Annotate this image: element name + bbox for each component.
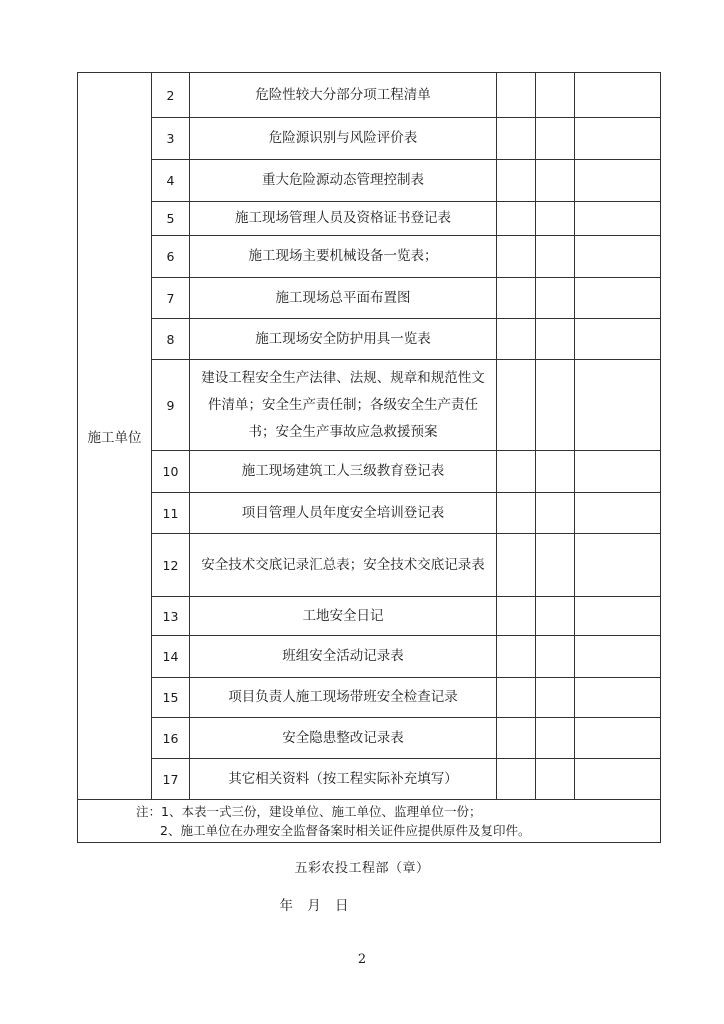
check-cell[interactable] — [497, 160, 536, 202]
check-cell[interactable] — [497, 678, 536, 718]
row-item: 项目负责人施工现场带班安全检查记录 — [190, 678, 497, 718]
note-line: 注：1、本表一式三份，建设单位、施工单位、监理单位一份； — [136, 804, 482, 819]
check-cell[interactable] — [536, 678, 575, 718]
table-row — [78, 597, 661, 636]
remark-cell[interactable] — [575, 118, 661, 160]
table-row — [78, 202, 661, 236]
check-cell[interactable] — [536, 160, 575, 202]
table-row — [78, 534, 661, 597]
row-number: 5 — [152, 202, 190, 236]
check-cell[interactable] — [497, 319, 536, 360]
table-row — [78, 160, 661, 202]
check-cell[interactable] — [536, 451, 575, 493]
table-row — [78, 451, 661, 493]
page-number: 2 — [357, 952, 367, 967]
check-cell[interactable] — [536, 202, 575, 236]
row-item: 危险源识别与风险评价表 — [190, 118, 497, 160]
check-cell[interactable] — [497, 202, 536, 236]
row-number: 9 — [152, 360, 190, 451]
row-number: 7 — [152, 278, 190, 319]
remark-cell[interactable] — [575, 636, 661, 678]
check-cell[interactable] — [536, 73, 575, 118]
check-cell[interactable] — [536, 718, 575, 759]
row-number: 2 — [152, 73, 190, 118]
row-number: 11 — [152, 493, 190, 534]
notes-cell — [78, 800, 661, 843]
table-row — [78, 493, 661, 534]
check-cell[interactable] — [536, 534, 575, 597]
check-cell[interactable] — [536, 236, 575, 278]
row-number: 17 — [152, 759, 190, 800]
table-row — [78, 73, 661, 118]
row-item: 项目管理人员年度安全培训登记表 — [190, 493, 497, 534]
check-cell[interactable] — [497, 73, 536, 118]
row-number: 14 — [152, 636, 190, 678]
row-number: 12 — [152, 534, 190, 597]
department-stamp-text: 五彩农投工程部（章） — [294, 861, 430, 876]
check-cell[interactable] — [497, 451, 536, 493]
row-item: 重大危险源动态管理控制表 — [190, 160, 497, 202]
row-number: 10 — [152, 451, 190, 493]
row-number: 8 — [152, 319, 190, 360]
check-cell[interactable] — [497, 118, 536, 160]
row-item: 安全技术交底记录汇总表；安全技术交底记录表 — [190, 534, 497, 597]
remark-cell[interactable] — [575, 360, 661, 451]
check-cell[interactable] — [497, 718, 536, 759]
remark-cell[interactable] — [575, 73, 661, 118]
note-line: 2、施工单位在办理安全监督备案时相关证件应提供原件及复印件。 — [160, 823, 531, 838]
check-cell[interactable] — [497, 278, 536, 319]
remark-cell[interactable] — [575, 160, 661, 202]
check-cell[interactable] — [497, 360, 536, 451]
document-table — [77, 72, 661, 843]
table-row — [78, 278, 661, 319]
remark-cell[interactable] — [575, 278, 661, 319]
row-item: 施工现场安全防护用具一览表 — [190, 319, 497, 360]
row-number: 6 — [152, 236, 190, 278]
table-row — [78, 118, 661, 160]
remark-cell[interactable] — [575, 202, 661, 236]
row-item: 工地安全日记 — [190, 597, 497, 636]
check-cell[interactable] — [536, 360, 575, 451]
date-line: 年 月 日 — [279, 898, 349, 914]
row-item: 班组安全活动记录表 — [190, 636, 497, 678]
check-cell[interactable] — [497, 597, 536, 636]
check-cell[interactable] — [536, 759, 575, 800]
remark-cell[interactable] — [575, 236, 661, 278]
table-row — [78, 360, 661, 451]
row-item: 施工现场管理人员及资格证书登记表 — [190, 202, 497, 236]
check-cell[interactable] — [536, 278, 575, 319]
check-cell[interactable] — [536, 636, 575, 678]
row-item: 建设工程安全生产法律、法规、规章和规范性文件清单；安全生产责任制；各级安全生产责任书；安全生产事故应急救援预案 — [190, 360, 497, 451]
table-row — [78, 636, 661, 678]
check-cell[interactable] — [497, 636, 536, 678]
check-cell[interactable] — [536, 493, 575, 534]
row-item: 安全隐患整改记录表 — [190, 718, 497, 759]
table-row — [78, 759, 661, 800]
remark-cell[interactable] — [575, 597, 661, 636]
check-cell[interactable] — [497, 759, 536, 800]
unit-label: 施工单位 — [78, 73, 152, 800]
remark-cell[interactable] — [575, 319, 661, 360]
table-row — [78, 236, 661, 278]
row-number: 4 — [152, 160, 190, 202]
table-row — [78, 319, 661, 360]
row-item: 施工现场主要机械设备一览表； — [190, 236, 497, 278]
row-item: 施工现场总平面布置图 — [190, 278, 497, 319]
table-row — [78, 678, 661, 718]
check-cell[interactable] — [536, 597, 575, 636]
check-cell[interactable] — [497, 236, 536, 278]
row-item: 其它相关资料（按工程实际补充填写） — [190, 759, 497, 800]
remark-cell[interactable] — [575, 718, 661, 759]
check-cell[interactable] — [497, 534, 536, 597]
check-cell[interactable] — [536, 319, 575, 360]
row-number: 15 — [152, 678, 190, 718]
remark-cell[interactable] — [575, 493, 661, 534]
remark-cell[interactable] — [575, 759, 661, 800]
remark-cell[interactable] — [575, 678, 661, 718]
remark-cell[interactable] — [575, 451, 661, 493]
check-cell[interactable] — [497, 493, 536, 534]
row-number: 13 — [152, 597, 190, 636]
notes-row — [78, 800, 661, 843]
row-number: 16 — [152, 718, 190, 759]
row-item: 危险性较大分部分项工程清单 — [190, 73, 497, 118]
check-cell[interactable] — [536, 118, 575, 160]
remark-cell[interactable] — [575, 534, 661, 597]
row-number: 3 — [152, 118, 190, 160]
table-row — [78, 718, 661, 759]
row-item: 施工现场建筑工人三级教育登记表 — [190, 451, 497, 493]
